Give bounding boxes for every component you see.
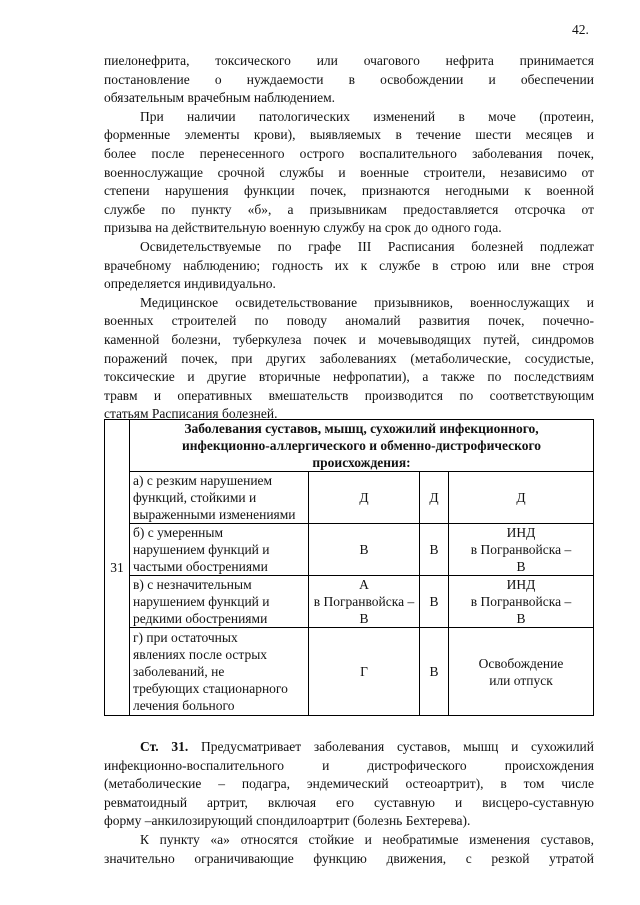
text-line: форменные элементы крови), выявляемых в течение шести месяцев и bbox=[104, 127, 594, 143]
intro-text bbox=[104, 52, 594, 424]
column-2-cell bbox=[420, 576, 449, 628]
table-row bbox=[105, 524, 594, 576]
label-line: в) с незначительным bbox=[133, 577, 252, 592]
text-line: травм и оперативных вмешательств производится по соответствующим bbox=[104, 387, 594, 403]
text-line: каменной болезни, туберкулеза почек и мочевыводящих путей, синдромов bbox=[104, 331, 594, 347]
text-line: При наличии патологических изменений в моче (протеин, bbox=[140, 108, 594, 124]
label-line: частыми обострениями bbox=[133, 559, 268, 574]
cell-line: В bbox=[429, 594, 439, 609]
text-line: пиелонефрита, токсического или очагового нефрита принимается bbox=[104, 53, 594, 68]
text-line: статьям Расписания болезней. bbox=[104, 406, 278, 422]
cell-line: В bbox=[516, 611, 526, 626]
label-line: а) с резким нарушением bbox=[133, 473, 273, 488]
label-line: явлениях после острых bbox=[133, 647, 268, 662]
cell-line: Д bbox=[429, 490, 439, 505]
text-line: военнослужащие срочной службы и военные строители, независимо от bbox=[104, 164, 594, 180]
column-3-cell bbox=[449, 472, 594, 524]
page-number: 42. bbox=[572, 22, 589, 37]
text-line: военных строителей по поводу аномалий развития почек, почечно- bbox=[104, 313, 594, 329]
text-line bbox=[104, 738, 594, 757]
table-heading bbox=[130, 420, 594, 472]
article-number: 31 bbox=[110, 560, 124, 575]
cell-line: Освобождение bbox=[478, 655, 564, 671]
text-line: степени нарушения функции почек, признаются негодными к военной bbox=[104, 183, 594, 199]
text-line: постановление о нуждаемости в освобождении и обеспечении bbox=[104, 71, 594, 87]
text-line: Освидетельствуемые по графе III Расписания болезней подлежат bbox=[140, 238, 594, 254]
text-line: врачебному наблюдению; годность их к службе в строю или вне строя bbox=[104, 257, 594, 273]
column-2-cell bbox=[420, 472, 449, 524]
row-label bbox=[130, 472, 309, 524]
cell-line: ИНД bbox=[506, 577, 536, 592]
column-1-cell bbox=[309, 628, 420, 716]
column-3-cell bbox=[449, 576, 594, 628]
disease-schedule-table bbox=[104, 419, 594, 716]
paragraph-article-31 bbox=[104, 738, 594, 831]
label-line: заболеваний, не bbox=[133, 664, 225, 679]
column-1-cell bbox=[309, 472, 420, 524]
cell-line: в Погранвойска – bbox=[470, 594, 572, 609]
column-3-cell bbox=[449, 628, 594, 716]
cell-line: или отпуск bbox=[489, 672, 553, 688]
label-line: г) при остаточных bbox=[133, 630, 238, 645]
column-2-cell bbox=[420, 628, 449, 716]
cell-line: ИНД bbox=[506, 525, 536, 540]
table-row bbox=[105, 472, 594, 524]
row-label bbox=[130, 576, 309, 628]
paragraph-column-three bbox=[104, 238, 594, 294]
table-row bbox=[105, 628, 594, 716]
label-line: нарушением функций и bbox=[133, 542, 270, 557]
cell-line: Д bbox=[516, 490, 526, 505]
paragraph-urine-changes bbox=[104, 108, 594, 238]
text-line: Медицинское освидетельствование призывников, военнослужащих и bbox=[140, 294, 594, 310]
article-number-cell bbox=[105, 420, 130, 716]
text-line: форму –анкилозирующий спондилоартрит (болезнь Бехтерева). bbox=[104, 813, 471, 829]
text-line: значительно ограничивающие функцию движения, с резкой утратой bbox=[104, 850, 594, 866]
cell-line: А bbox=[359, 577, 369, 592]
row-label bbox=[130, 524, 309, 576]
cell-line: В bbox=[516, 559, 526, 574]
column-1-cell bbox=[309, 524, 420, 576]
heading-line: инфекционно-аллергического и обменно-дистрофического bbox=[181, 438, 542, 453]
row-label bbox=[130, 628, 309, 716]
cell-line: В bbox=[359, 542, 369, 557]
column-3-cell bbox=[449, 524, 594, 576]
label-line: б) с умеренным bbox=[133, 525, 224, 540]
text-line: токсические и другие вторичные нефропатии), а также по последствиям bbox=[104, 369, 594, 385]
label-line: нарушением функций и bbox=[133, 594, 270, 609]
text-line: призыва на действительную военную службу на срок до одного года. bbox=[104, 220, 502, 236]
label-line: редкими обострениями bbox=[133, 611, 268, 626]
column-2-cell bbox=[420, 524, 449, 576]
table-heading-row bbox=[105, 420, 594, 472]
cell-line: В bbox=[429, 664, 439, 679]
text-line: обязательным врачебным наблюдением. bbox=[104, 90, 336, 106]
paragraph-point-a bbox=[104, 831, 594, 868]
cell-line: в Погранвойска – bbox=[470, 542, 572, 557]
label-line: выраженными изменениями bbox=[133, 507, 296, 522]
text-line: (метаболические – подагра, эндемический остеоартрит), в том числе bbox=[104, 776, 594, 792]
article-commentary bbox=[104, 738, 594, 868]
cell-line: в Погранвойска – bbox=[313, 594, 415, 609]
cell-line: Г bbox=[360, 664, 368, 679]
heading-line: Заболевания суставов, мышц, сухожилий инфекционного, bbox=[184, 421, 539, 436]
label-line: функций, стойкими и bbox=[133, 490, 257, 505]
cell-line: Д bbox=[359, 490, 369, 505]
text-line: инфекционно-воспалительного и дистрофического происхождения bbox=[104, 757, 594, 773]
table-row bbox=[105, 576, 594, 628]
text-line: определяется индивидуально. bbox=[104, 276, 276, 292]
text-line: службе по пункту «б», а призывникам предоставляется отсрочка от bbox=[104, 201, 594, 217]
cell-line: В bbox=[429, 542, 439, 557]
column-1-cell bbox=[309, 576, 420, 628]
text-line: К пункту «а» относятся стойкие и необратимые изменения суставов, bbox=[140, 831, 594, 847]
heading-line: происхождения: bbox=[312, 455, 411, 470]
label-line: требующих стационарного bbox=[133, 681, 288, 696]
text-line: более после перенесенного острого воспалительного заболевания почек, bbox=[104, 145, 594, 161]
article-prefix: Ст. 31. bbox=[140, 739, 189, 754]
label-line: лечения больного bbox=[133, 698, 235, 713]
cell-line: В bbox=[359, 611, 369, 626]
paragraph-pyelonephritis bbox=[104, 52, 594, 108]
text-fragment: Предусматривает заболевания суставов, мышц и сухожилий bbox=[188, 739, 595, 754]
paragraph-medical-examination bbox=[104, 294, 594, 424]
text-line: ревматоидный артрит, включая его суставную и висцеро-суставную bbox=[104, 794, 594, 810]
text-line: поражений почек, при других заболеваниях (метаболические, сосудистые, bbox=[104, 350, 594, 366]
